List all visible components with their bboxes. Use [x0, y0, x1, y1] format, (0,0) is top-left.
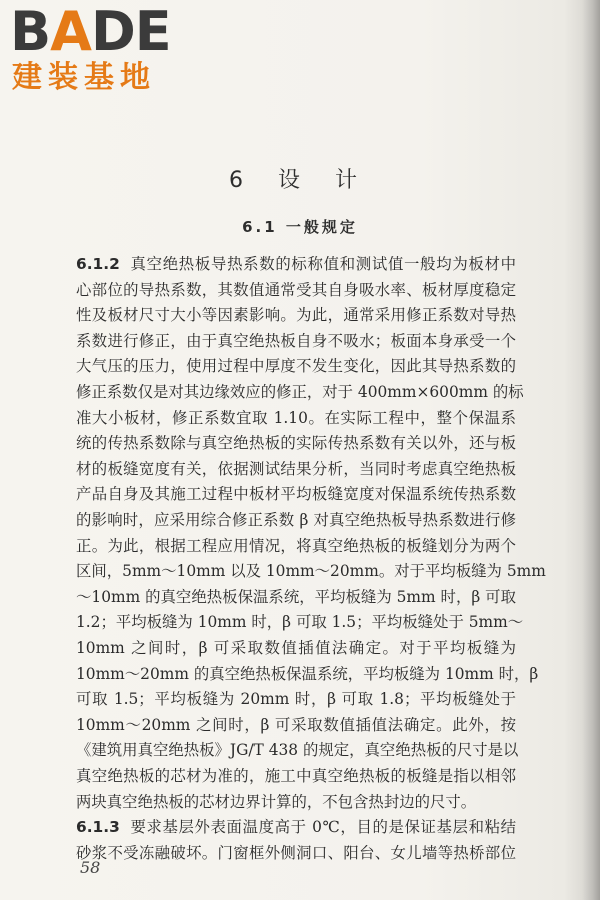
text-line [76, 379, 524, 405]
text-line [76, 302, 516, 328]
line-text: 区间，5mm～10mm 以及 10mm～20mm。对于平均板缝为 5mm [76, 562, 546, 581]
text-line [76, 661, 539, 687]
line-text: 10mm～20mm 的真空绝热板保温系统，平均板缝为 10mm 时，β [76, 664, 539, 683]
line-text: ～10mm 的真空绝热板保温系统，平均板缝为 5mm 时，β 可取 [76, 587, 516, 606]
line-text: 要求基层外表面温度高于 0℃，目的是保证基层和粘结 [129, 818, 516, 837]
line-text: 准大小板材，修正系数宜取 1.10。在实际工程中，整个保温系 [76, 408, 516, 427]
text-line [76, 430, 516, 456]
line-text: 系数进行修正，由于真空绝热板自身不吸水；板面本身承受一个 [76, 331, 516, 350]
text-line [76, 353, 516, 379]
line-text: 10mm 之间时，β 可采取数值插值法确定。对于平均板缝为 [76, 639, 516, 657]
line-text: 性及板材尺寸大小等因素影响。为此，通常采用修正系数对导热 [76, 306, 516, 325]
line-text: 的影响时，应采用综合修正系数 β 对真空绝热板导热系数进行修 [76, 511, 516, 529]
line-text: 修正系数仅是对其边缘效应的修正，对于 400mm×600mm 的标 [76, 383, 524, 401]
logo-chinese-name: 建装基地 [12, 60, 156, 95]
text-line [76, 507, 516, 533]
line-text: 真空绝热板的芯材为准的，施工中真空绝热板的板缝是指以相邻 [76, 767, 516, 785]
page-number: 58 [80, 858, 101, 877]
clause-number: 6.1.3 [76, 818, 120, 837]
line-text: 正。为此，根据工程应用情况，将真空绝热板的板缝划分为两个 [76, 536, 516, 555]
text-line [76, 328, 516, 354]
text-line [76, 558, 546, 584]
line-text: 统的传热系数除与真空绝热板的实际传热系数有关以外，还与板 [76, 434, 516, 453]
line-text: 材的板缝宽度有关，依据测试结果分析，当同时考虑真空绝热板 [76, 459, 516, 478]
text-line [76, 686, 516, 712]
text-line [76, 584, 516, 610]
line-text: 可取 1.5；平均板缝为 20mm 时，β 可取 1.8；平均板缝处于 [76, 690, 516, 709]
text-line [76, 533, 516, 559]
line-text: 1.2；平均板缝为 10mm 时，β 可取 1.5；平均板缝处于 5mm～ [76, 613, 524, 632]
text-line [76, 251, 516, 277]
text-line [76, 814, 516, 840]
line-text: 两块真空绝热板的芯材边界计算的，不包含热封边的尺寸。 [76, 792, 477, 811]
text-line [76, 456, 516, 482]
text-line [76, 712, 516, 738]
line-text: 《建筑用真空绝热板》JG/T 438 的规定，真空绝热板的尺寸是以 [76, 741, 519, 760]
line-text: 大气压的压力，使用过程中厚度不发生变化，因此其导热系数的 [76, 357, 516, 376]
text-line [76, 405, 516, 431]
line-text: 心部位的导热系数，其数值通常受其自身吸水率、板材厚度稳定 [76, 280, 516, 299]
text-line [76, 635, 516, 661]
text-line [76, 789, 516, 815]
text-line [76, 737, 519, 763]
text-line [76, 609, 524, 635]
text-line [76, 481, 516, 507]
text-line [76, 763, 516, 789]
section-title: 6.1 一般规定 [242, 218, 358, 236]
logo-wordmark: BADE [10, 0, 171, 63]
text-line [76, 277, 516, 303]
clause-number: 6.1.2 [76, 255, 120, 273]
line-text: 产品自身及其施工过程中板材平均板缝宽度对保温系统传热系数 [76, 485, 516, 504]
line-text: 砂浆不受冻融破坏。门窗框外侧洞口、阳台、女儿墙等热桥部位 [76, 843, 516, 862]
text-line [76, 840, 516, 866]
line-text: 10mm～20mm 之间时，β 可采取数值插值法确定。此外，按 [76, 715, 516, 734]
line-text: 真空绝热板导热系数的标称值和测试值一般均为板材中 [129, 255, 516, 273]
chapter-title: 6 设 计 [229, 168, 371, 193]
